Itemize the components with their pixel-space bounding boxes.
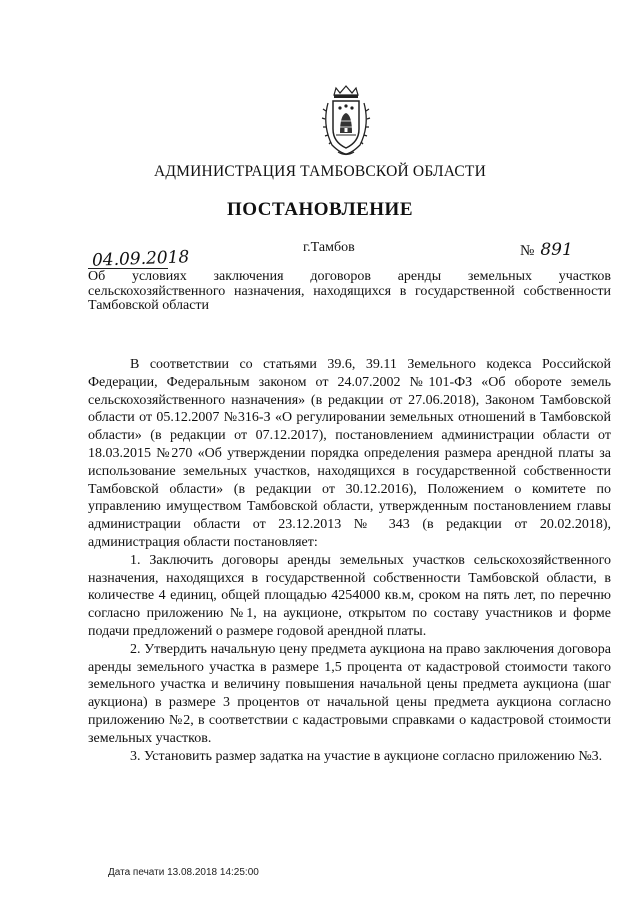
coat-of-arms-icon [318, 85, 374, 157]
document-city: г.Тамбов [303, 240, 355, 255]
organization-title: АДМИНИСТРАЦИЯ ТАМБОВСКОЙ ОБЛАСТИ [154, 163, 486, 180]
clause-1-paragraph: 1. Заключить договоры аренды земельных участков сельскохозяйственного назначения, находящихся в государственной собственности Тамбовской области, в количестве 4 единиц, общей площадью 4254000 кв.м, сроком на пять лет, по перечню согласно приложению №1, на аукционе, открытом по составу участников и форме подачи предложений о размере годовой арендной платы. [88, 552, 611, 639]
number-prefix: № [520, 243, 535, 259]
document-number [520, 240, 573, 260]
number-value: 891 [540, 240, 573, 260]
document-body [88, 356, 611, 765]
clause-3-paragraph: 3. Установить размер задатка на участие в аукционе согласно приложению №3. [130, 748, 603, 764]
preamble-paragraph: В соответствии со статьями 39.6, 39.11 Земельного кодекса Российской Федерации, Федеральным законом от 24.07.2002 №101-ФЗ «Об обороте земель сельскохозяйственного назначения» (в редакции от 27.06.2018), Законом Тамбовской области от 05.12.2007 №316-З «О регулировании земельных отношений в Тамбовской области» (в редакции от 07.12.2017), постановлением администрации области от 18.03.2015 №270 «Об утверждении порядка определения размера арендной платы за использование земельных участков, находящихся в государственной собственности Тамбовской области» (в редакции от 30.12.2016), Положением о комитете по управлению имуществом Тамбовской области, утвержденным постановлением главы администрации области от 23.12.2013 № 343 (в редакции от 20.02.2018), администрация области постановляет: [88, 357, 611, 550]
document-date: 04.09.2018 [91, 247, 190, 271]
document-type-title: ПОСТАНОВЛЕНИЕ [226, 199, 414, 220]
document-subject: Об условиях заключения договоров аренды земельных участков сельскохозяйственного назначения, находящихся в государственной собственности Тамбовской области [88, 269, 611, 313]
print-date: Дата печати 13.08.2018 14:25:00 [108, 867, 259, 878]
clause-2-paragraph: 2. Утвердить начальную цену предмета аукциона на право заключения договора аренды земельного участка в размере 1,5 процента от кадастровой стоимости такого земельного участка и величину повышения начальной цены предмета аукциона (шаг аукциона) в размере 3 процентов от начальной цены предмета аукциона согласно приложению №2, в соответствии с кадастровыми справками о кадастровой стоимости земельных участков. [88, 641, 611, 746]
